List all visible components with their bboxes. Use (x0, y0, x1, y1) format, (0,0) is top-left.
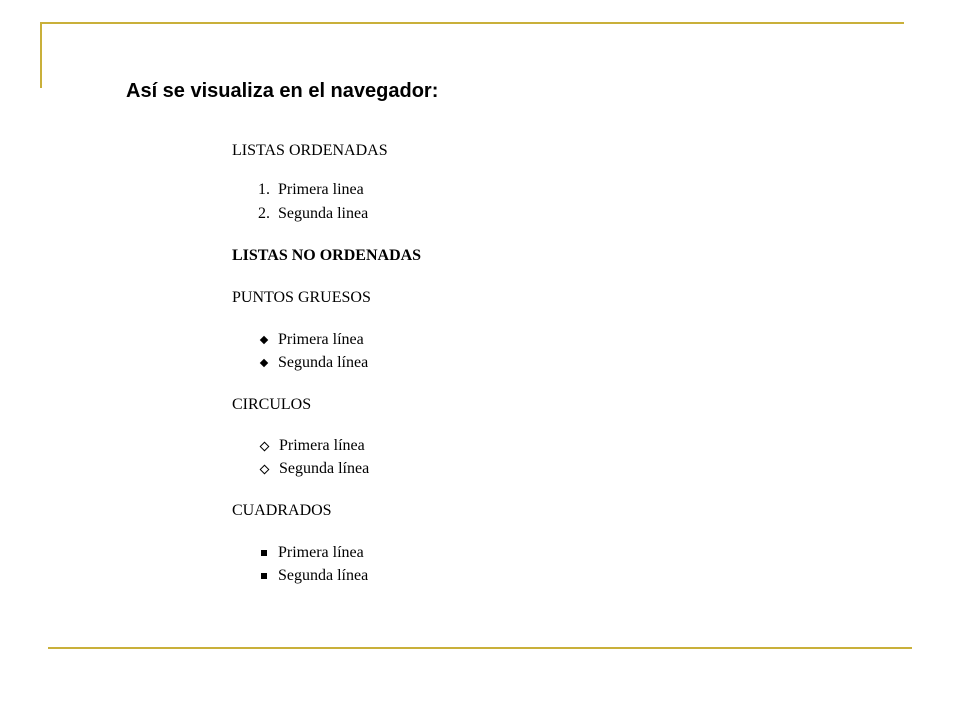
square-bullet-icon (261, 573, 267, 579)
circle-list-heading: CIRCULOS (232, 396, 312, 413)
frame-left-rule (40, 22, 42, 88)
disc-list-heading: PUNTOS GRUESOS (232, 289, 371, 306)
square-list-item (258, 542, 364, 564)
square-item-text: Segunda línea (278, 567, 369, 584)
square-item-text: Primera línea (278, 544, 364, 561)
circle-item-text: Segunda línea (279, 460, 370, 477)
circle-list-item (258, 458, 369, 480)
disc-item-text: Primera línea (278, 331, 364, 348)
ordered-list-item (258, 179, 364, 201)
ordered-item-text: Segunda linea (278, 205, 369, 222)
disc-bullet-icon (260, 336, 268, 344)
slide-title: Así se visualiza en el navegador: (126, 80, 439, 102)
square-bullet-icon (261, 550, 267, 556)
circle-item-text: Primera línea (279, 437, 365, 454)
circle-bullet-icon (260, 464, 270, 474)
ordered-list-item (258, 203, 368, 225)
browser-rendering (232, 138, 652, 598)
unordered-lists-heading: LISTAS NO ORDENADAS (232, 247, 422, 264)
disc-list-item (258, 329, 364, 351)
circle-bullet-icon (260, 441, 270, 451)
disc-bullet-icon (260, 359, 268, 367)
circle-list-item (258, 435, 365, 457)
square-list-item (258, 565, 368, 587)
ordered-marker: 1. (258, 181, 270, 198)
frame-top-rule (40, 22, 904, 24)
disc-item-text: Segunda línea (278, 354, 369, 371)
frame-bottom-rule (48, 647, 912, 649)
ordered-item-text: Primera linea (278, 181, 364, 198)
square-list-heading: CUADRADOS (232, 502, 332, 519)
disc-list-item (258, 352, 368, 374)
ordered-list-heading: LISTAS ORDENADAS (232, 142, 388, 159)
ordered-marker: 2. (258, 205, 270, 222)
